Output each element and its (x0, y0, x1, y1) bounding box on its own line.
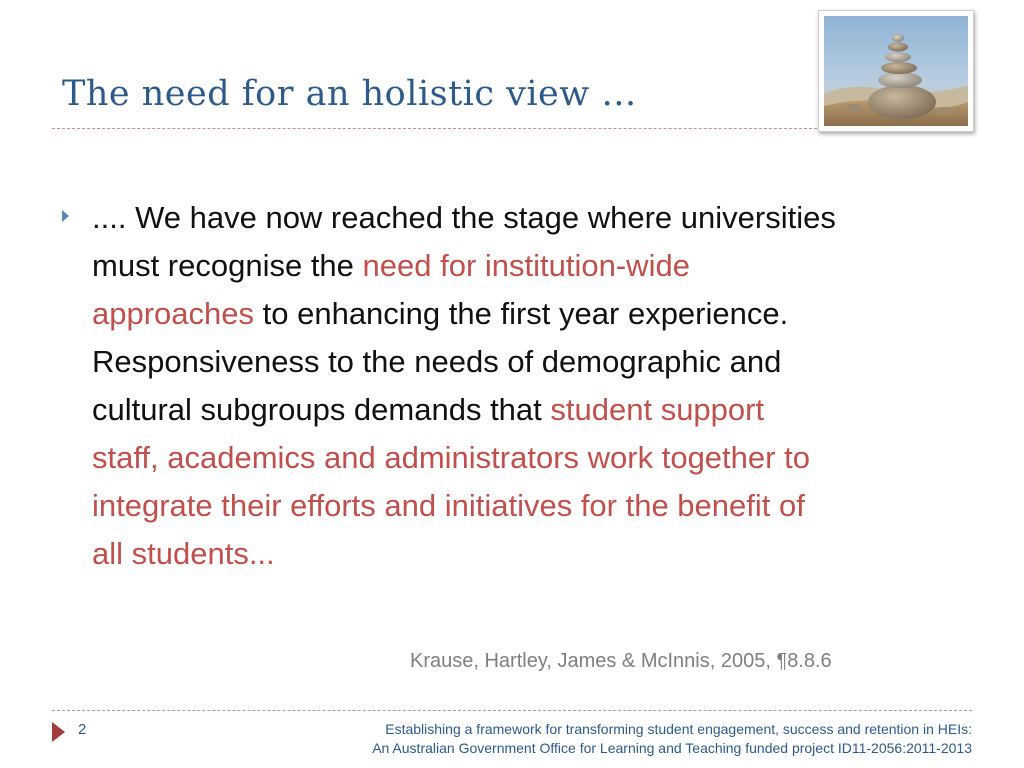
citation: Krause, Hartley, James & McInnis, 2005, ¶8.8.6 (410, 650, 832, 672)
body-text-segment: .... We have now reached the stage where universities (92, 200, 836, 235)
quote-line (92, 386, 972, 434)
title-divider (52, 128, 822, 129)
quote-body (92, 194, 972, 578)
slide-title: The need for an holistic view … (62, 74, 637, 114)
quote-line (92, 194, 972, 242)
highlighted-text: approaches (92, 296, 255, 331)
highlighted-text: staff, academics and administrators work together to (92, 440, 810, 475)
highlighted-text: integrate their efforts and initiatives for the benefit of (92, 488, 805, 523)
quote-line (92, 242, 972, 290)
stacked-stones-icon (824, 16, 968, 126)
body-text-segment: to enhancing the first year experience. (254, 296, 789, 331)
page-number: 2 (78, 721, 87, 738)
quote-line (92, 530, 972, 578)
highlighted-text: need for institution-wide (362, 248, 690, 283)
footer-arrow-icon (52, 722, 65, 742)
body-text-segment: Responsiveness to the needs of demographic and (92, 344, 782, 379)
triangle-bullet-icon (62, 210, 69, 222)
quote-line (92, 290, 972, 338)
footer-divider (52, 710, 972, 711)
quote-line (92, 338, 972, 386)
footer-text (372, 720, 972, 758)
stacked-stones-photo (818, 10, 974, 132)
highlighted-text: student support (550, 392, 765, 427)
body-text-segment: cultural subgroups demands that (92, 392, 551, 427)
quote-line (92, 434, 972, 482)
quote-line (92, 482, 972, 530)
body-text-segment: must recognise the (92, 248, 363, 283)
footer-line-2: An Australian Government Office for Learning and Teaching funded project ID11-2056:2011-2013 (372, 740, 972, 756)
highlighted-text: all students... (92, 536, 275, 571)
footer-line-1: Establishing a framework for transforming student engagement, success and retention in HEIs: (385, 721, 972, 737)
